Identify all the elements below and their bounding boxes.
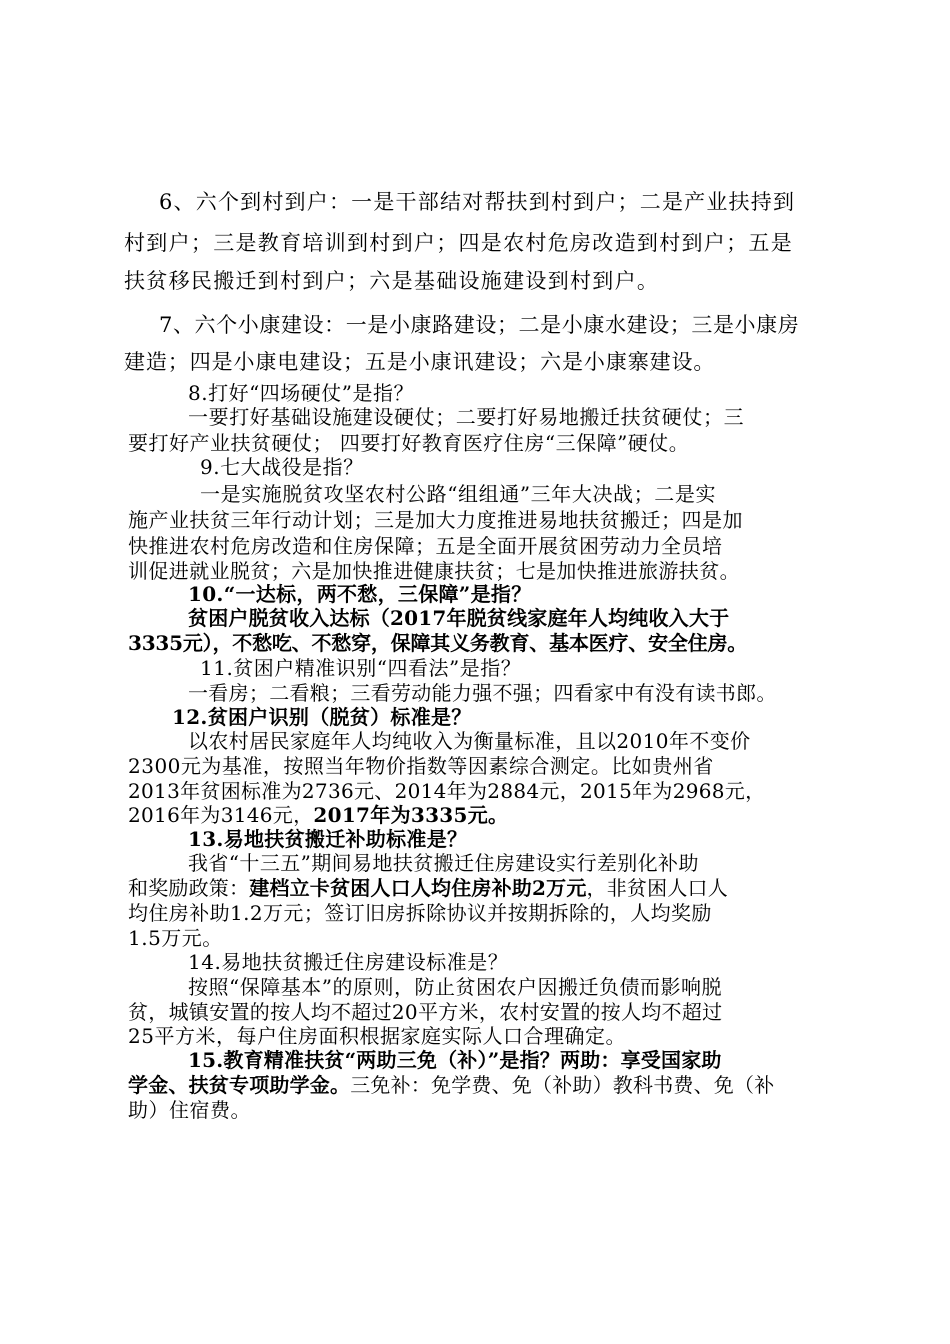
- item-6-line-1: 6、六个到村到户：一是干部结对帮扶到村到户；二是产业扶持到: [159, 190, 796, 214]
- item-10-line-2: 3335元），不愁吃、不愁穿，保障其义务教育、基本医疗、安全住房。: [128, 631, 748, 655]
- item-9-line-2: 施产业扶贫三年行动计划；三是加大力度推进易地扶贫搬迁；四是加: [128, 508, 743, 532]
- item-10-line-1: 贫困户脱贫收入达标（2017年脱贫线家庭年人均纯收入大于: [188, 606, 730, 630]
- item-9-question: 9.七大战役是指？: [200, 455, 364, 479]
- item-13-line-2-tail: ，非贫困人口人: [586, 876, 728, 900]
- item-13-line-3: 均住房补助1.2万元；签订旧房拆除协议并按期拆除的，人均奖励: [128, 901, 712, 925]
- item-13-line-2: [128, 878, 728, 898]
- item-13-line-2-text: 和奖励政策：: [128, 876, 250, 900]
- item-7-line-2: 建造；四是小康电建设；五是小康讯建设；六是小康寨建设。: [124, 350, 716, 374]
- item-11-line-1: 一看房；二看粮；三看劳动能力强不强；四看家中有没有读书郎。: [188, 681, 777, 705]
- item-9-line-3: 快推进农村危房改造和住房保障；五是全面开展贫困劳动力全员培: [128, 534, 723, 558]
- item-12-line-2: 2300元为基准，按照当年物价指数等因素综合测定。比如贵州省: [128, 754, 714, 778]
- item-9-line-4: 训促进就业脱贫；六是加快推进健康扶贫；七是加快推进旅游扶贫。: [128, 559, 740, 583]
- item-14-line-1: 按照“保障基本”的原则，防止贫困农户因搬迁负债而影响脱: [188, 975, 722, 999]
- item-15-line-2: [128, 1075, 774, 1095]
- item-9-line-1: 一是实施脱贫攻坚农村公路“组组通”三年大决战；二是实: [200, 482, 717, 506]
- item-13-question: 13.易地扶贫搬迁补助标准是？: [188, 827, 468, 851]
- item-12-line-1: 以农村居民家庭年人均纯收入为衡量标准，且以2010年不变价: [188, 729, 751, 753]
- item-14-question: 14.易地扶贫搬迁住房建设标准是？: [188, 950, 509, 974]
- item-13-line-2-bold: 建档立卡贫困人口人均住房补助2万元: [249, 876, 587, 900]
- item-11-question: 11.贫困户精准识别“四看法”是指？: [200, 656, 522, 680]
- item-13-line-1: 我省“十三五”期间易地扶贫搬迁住房建设实行差别化补助: [188, 851, 699, 875]
- item-15-line-2-text: 三免补：免学费、免（补助）教科书费、免（补: [350, 1073, 775, 1097]
- item-7-line-1: 7、六个小康建设：一是小康路建设；二是小康水建设；三是小康房: [159, 313, 800, 337]
- item-15-line-1: 15.教育精准扶贫“两助三免（补）”是指？两助：享受国家助: [188, 1048, 722, 1072]
- item-8-question: 8.打好“四场硬仗”是指？: [188, 381, 415, 405]
- item-8-line-1: 一要打好基础设施建设硬仗；二要打好易地搬迁扶贫硬仗；三: [188, 405, 745, 429]
- item-12-line-3: 2013年贫困标准为2736元、2014年为2884元，2015年为2968元，: [128, 779, 766, 803]
- item-12-line-4-bold: 2017年为3335元。: [313, 803, 509, 827]
- item-6-line-2: 村到户；三是教育培训到村到户；四是农村危房改造到村到户；五是: [124, 231, 793, 255]
- item-6-line-3: 扶贫移民搬迁到村到户；六是基础设施建设到村到户。: [124, 269, 660, 293]
- item-15-line-3: 助）住宿费。: [128, 1098, 251, 1122]
- item-8-line-2: 要打好产业扶贫硬仗； 四要打好教育医疗住房“三保障”硬仗。: [128, 431, 690, 455]
- item-15-line-2-bold: 学金、扶贫专项助学金。: [128, 1073, 351, 1097]
- item-14-line-3: 25平方米，每户住房面积根据家庭实际人口合理确定。: [128, 1024, 626, 1048]
- item-12-line-4-text: 2016年为3146元，: [128, 803, 314, 827]
- item-12-line-4: [128, 805, 508, 825]
- item-13-line-4: 1.5万元。: [128, 926, 223, 950]
- item-14-line-2: 贫，城镇安置的按人均不超过20平方米，农村安置的按人均不超过: [128, 1000, 723, 1024]
- item-10-question: 10.“一达标，两不愁，三保障”是指？: [188, 582, 532, 606]
- item-12-question: 12.贫困户识别（脱贫）标准是？: [172, 705, 472, 729]
